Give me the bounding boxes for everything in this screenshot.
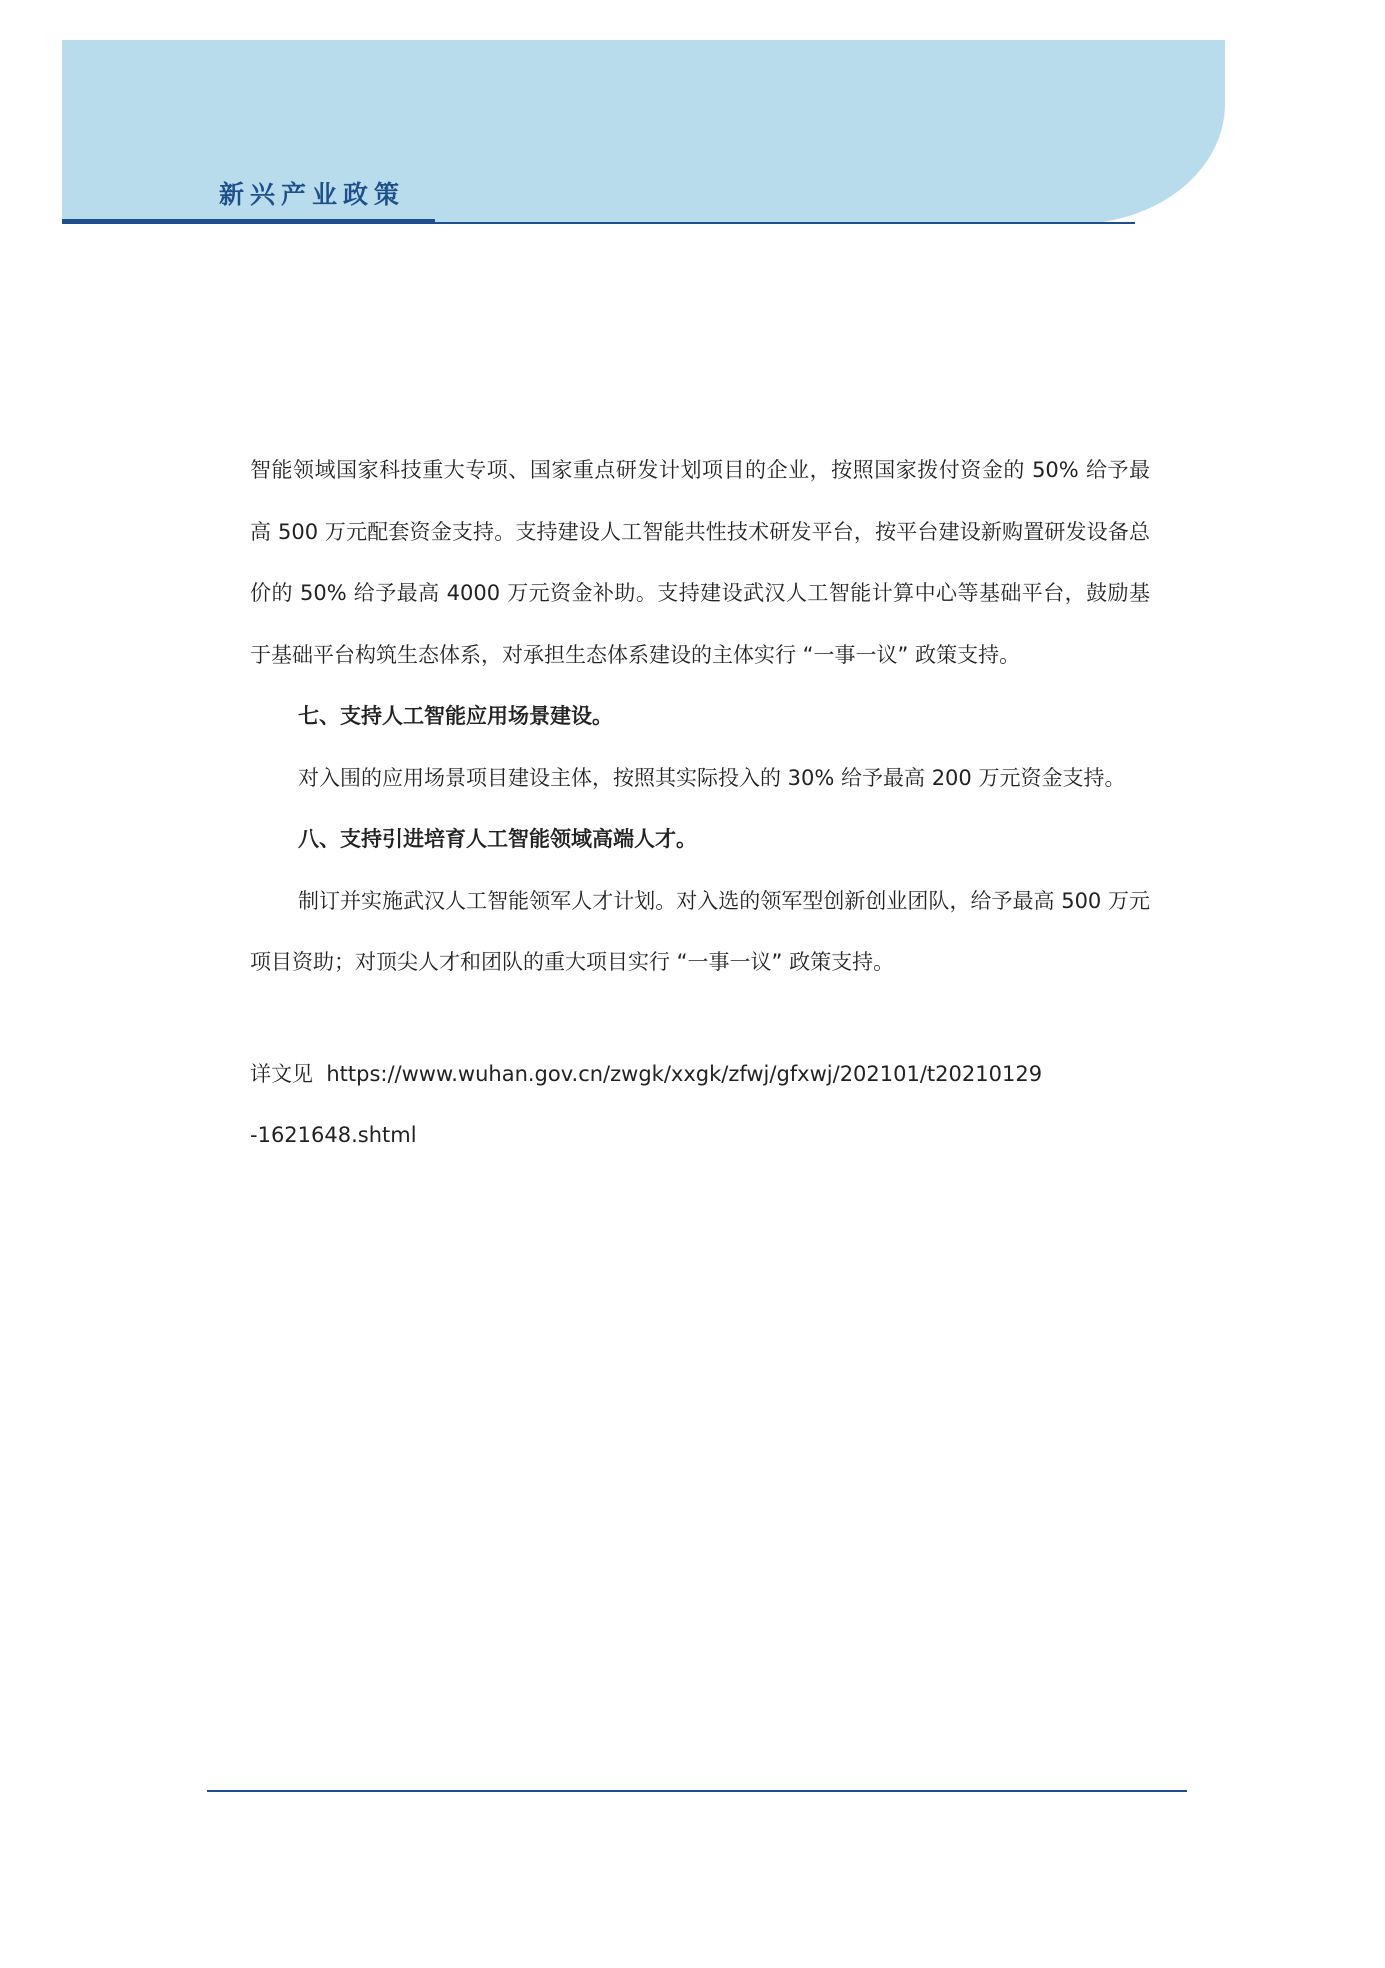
reference-link[interactable]: https://www.wuhan.gov.cn/zwgk/xxgk/zfwj/gfxwj/202101/t20210129 — [326, 1061, 1043, 1086]
header-rule-accent — [62, 219, 435, 224]
heading-section-7: 七、支持人工智能应用场景建设。 — [298, 704, 613, 728]
heading-section-8: 八、支持引进培育人工智能领域高端人才。 — [298, 827, 697, 851]
paragraph-continued: 智能领域国家科技重大专项、国家重点研发计划项目的企业，按照国家拨付资金的 50% 给予最高 500 万元配套资金支持。支持建设人工智能共性技术研发平台，按平台建设新购置研发设备总价的 50% 给予最高 4000 万元资金补助。支持建设武汉人工智能计算中心等基础平台，鼓励基于基础平台构筑生态体系，对承担生态体系建设的主体实行 “一事一议” 政策支持。 — [250, 458, 1150, 667]
paragraph-section-7: 对入围的应用场景项目建设主体，按照其实际投入的 30% 给予最高 200 万元资金支持。 — [298, 765, 1126, 790]
reference-line-1 — [250, 1044, 1150, 1106]
reference-label: 详文见 — [250, 1061, 313, 1086]
reference-line-2[interactable]: -1621648.shtml — [250, 1123, 417, 1147]
footer-rule — [207, 1790, 1187, 1792]
header-rule — [435, 222, 1135, 224]
section-title: 新兴产业政策 — [219, 180, 406, 209]
paragraph-section-8: 制订并实施武汉人工智能领军人才计划。对入选的领军型创新创业团队，给予最高 500 万元项目资助；对顶尖人才和团队的重大项目实行 “一事一议” 政策支持。 — [250, 888, 1150, 974]
spacer — [250, 994, 1150, 1044]
document-body — [250, 440, 1150, 1167]
